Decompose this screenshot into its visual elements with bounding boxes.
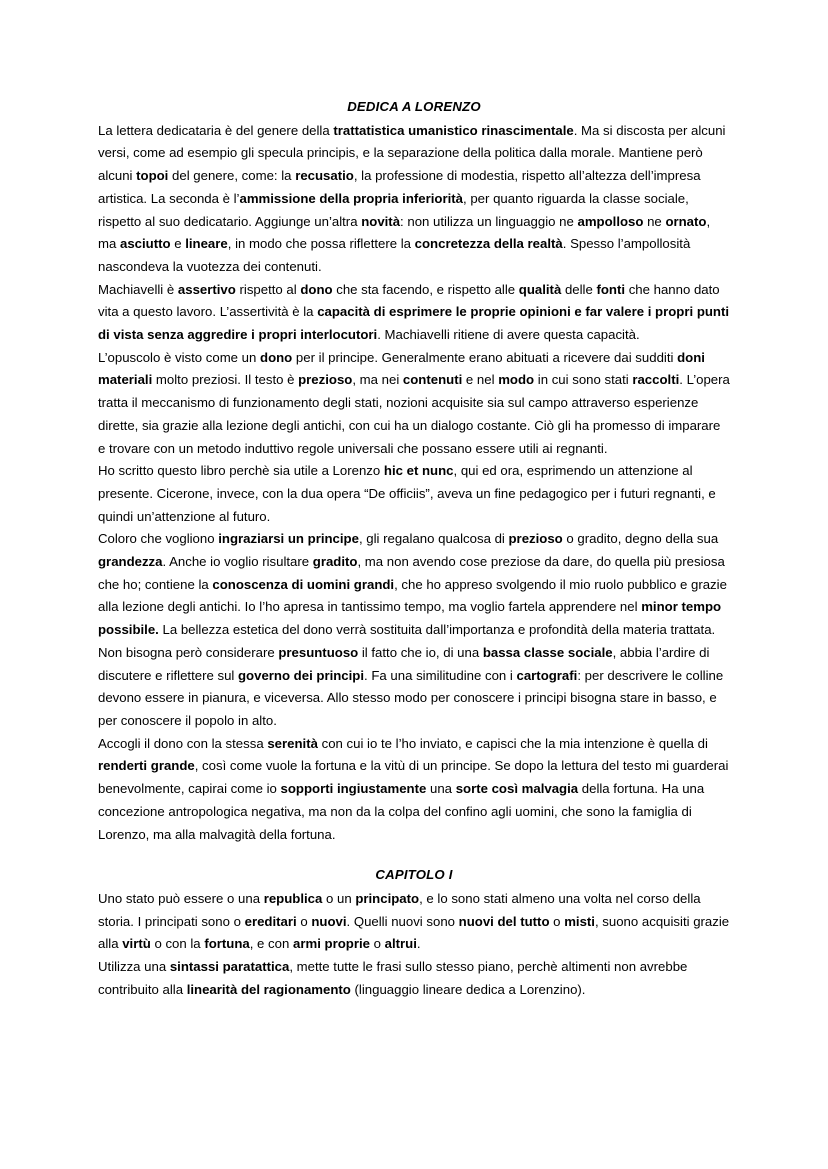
body-text: . Machiavelli ritiene di avere questa capacità.	[377, 327, 640, 343]
body-text: , che ho appreso svolgendo il mio ruolo pubblico e grazie alla lezione degli antichi. Io l’ho apresa in tantissimo tempo, ma voglio fartela apprendere nel	[98, 576, 727, 615]
body-text: , gli regalano qualcosa di	[358, 531, 509, 547]
paragraph	[98, 120, 730, 279]
body-text: rispetto al	[235, 281, 301, 297]
emphasis-text: misti	[564, 913, 595, 929]
body-text: che hanno dato vita a questo lavoro. L’assertività è la	[98, 281, 720, 320]
emphasis-text: lineare	[185, 236, 228, 252]
emphasis-text: capacità di esprimere le proprie opinioni e far valere i propri punti di vista senza aggredire i propri interlocutori	[98, 304, 730, 343]
body-text: : per descrivere le colline devono essere in pianura, e viceversa. Allo stesso modo per conoscere i principi bisogna stare in basso, e per conoscere il popolo in alto.	[98, 667, 724, 728]
emphasis-text: serenità	[267, 735, 318, 751]
body-text: o	[296, 913, 312, 929]
body-text: , ma non avendo cose preziose da dare, do quella più presiosa che ho; contiene la	[98, 554, 725, 592]
emphasis-text: sopporti ingiustamente	[280, 781, 427, 797]
emphasis-text: grandezza	[98, 554, 163, 570]
emphasis-text: governo dei principi	[238, 667, 365, 683]
body-text: o gradito, degno della sua	[562, 531, 719, 547]
emphasis-text: ammissione della propria inferiorità	[239, 190, 464, 206]
emphasis-text: asciutto	[119, 236, 171, 252]
emphasis-text: qualità	[518, 281, 562, 297]
body-text: delle	[561, 281, 597, 297]
emphasis-text: recusatio	[295, 168, 354, 184]
emphasis-text: concretezza della realtà	[414, 236, 563, 252]
emphasis-text: assertivo	[177, 281, 236, 297]
body-text: della fortuna. Ha una concezione antropologica negativa, ma non da la colpa del confino agli uomini, che sono la famiglia di Lorenzo, ma alla malvagità della fortuna.	[98, 781, 705, 842]
body-text: , così come vuole la fortuna e la vitù di un principe. Se dopo la lettura del testo mi guarderai benevolmente, capirai come io	[98, 758, 729, 797]
body-text: Utilizza una	[98, 959, 170, 975]
emphasis-text: doni materiali	[98, 349, 705, 388]
emphasis-text: nuovi	[311, 913, 347, 929]
body-text: L’opuscolo è visto come un	[98, 349, 261, 365]
paragraph	[98, 460, 730, 528]
emphasis-text: gradito	[312, 554, 358, 570]
emphasis-text: republica	[263, 890, 323, 906]
body-text: , qui ed ora, esprimendo un attenzione al presente. Cicerone, invece, con la dua opera “De officiis”, aveva un fine pedagogico per i futuri regnanti, e quindi un’attenzione al futuro.	[98, 463, 716, 524]
body-text: . Quelli nuovi sono	[346, 913, 459, 929]
emphasis-text: topoi	[136, 168, 169, 184]
emphasis-text: hic et nunc	[383, 463, 454, 479]
emphasis-text: presuntuoso	[278, 644, 359, 660]
emphasis-text: renderti grande	[98, 758, 195, 774]
body-text: o	[369, 936, 385, 952]
body-text: , e lo sono stati almeno una volta nel corso della storia. I principati sono o	[98, 890, 701, 929]
emphasis-text: trattatistica umanistico rinascimentale	[333, 122, 574, 138]
body-text: Machiavelli è	[98, 281, 178, 297]
body-text: , in modo che possa riflettere la	[227, 236, 415, 252]
emphasis-text: ampolloso	[577, 213, 644, 229]
body-text: . L’opera tratta il meccanismo di funzionamento degli stati, nozioni acquisite sia sul campo attraverso esperienze dirette, sia grazie alla lezione degli antichi, con cui ha un dialogo costante. Ciò gli ha promesso di imparare e trovare con un metodo induttivo regole universali che possano essere utili ai regnanti.	[98, 372, 730, 456]
body-text: La bellezza estetica del dono verrà sostituita dall’importanza e profondità della materia trattata.	[158, 622, 716, 638]
emphasis-text: ereditari	[244, 913, 297, 929]
emphasis-text: ingraziarsi un principe	[218, 531, 359, 547]
body-text: , ma nei	[352, 372, 403, 388]
body-text: , per quanto riguarda la classe sociale, rispetto al suo dedicatario. Aggiunge un’altra	[98, 190, 689, 229]
emphasis-text: armi proprie	[293, 936, 370, 952]
emphasis-text: prezioso	[508, 531, 563, 547]
body-text: e nel	[462, 372, 499, 388]
body-text: il fatto che io, di una	[358, 644, 483, 660]
body-text: Non bisogna però considerare	[98, 644, 279, 660]
emphasis-text: cartografi	[516, 667, 578, 683]
body-text: Accogli il dono con la stessa	[98, 735, 268, 751]
body-text: , e con	[249, 936, 293, 952]
paragraph	[98, 528, 730, 642]
emphasis-text: principato	[355, 890, 420, 906]
emphasis-text: bassa classe sociale	[482, 644, 613, 660]
paragraph	[98, 279, 730, 347]
paragraph	[98, 347, 730, 461]
emphasis-text: dono	[300, 281, 333, 297]
body-text: molto preziosi. Il testo è	[152, 372, 299, 388]
body-text: , suono acquisiti grazie alla	[98, 913, 730, 952]
paragraph	[98, 733, 730, 847]
paragraph	[98, 642, 730, 733]
body-text: per il principe. Generalmente erano abituati a ricevere dai sudditi	[292, 349, 678, 365]
body-text: o	[549, 913, 565, 929]
emphasis-text: sintassi paratattica	[169, 959, 290, 975]
body-text: Ho scritto questo libro perchè sia utile a Lorenzo	[98, 463, 384, 479]
body-text: . Spesso l’ampollosità nascondeva la vuotezza dei contenuti.	[98, 236, 691, 274]
body-text: una	[426, 781, 456, 797]
section-heading: CAPITOLO I	[375, 867, 453, 883]
body-text: o con la	[150, 936, 205, 952]
body-text: , la professione di modestia, rispetto all’altezza dell’impresa artistica. La seconda è l’	[98, 168, 701, 206]
body-text: , ma	[98, 213, 711, 252]
emphasis-text: dono	[260, 349, 293, 365]
emphasis-text: fonti	[596, 281, 626, 297]
body-text: Coloro che vogliono	[98, 531, 219, 547]
document-body	[98, 96, 730, 1001]
emphasis-text: sorte così malvagia	[455, 781, 579, 797]
emphasis-text: raccolti	[632, 372, 680, 388]
emphasis-text: contenuti	[402, 372, 463, 388]
emphasis-text: minor tempo possibile.	[98, 599, 722, 638]
emphasis-text: conoscenza di uomini grandi	[212, 576, 395, 592]
paragraph	[98, 888, 730, 956]
body-text: o un	[322, 890, 356, 906]
emphasis-text: prezioso	[298, 372, 353, 388]
body-text: Uno stato può essere o una	[98, 890, 264, 906]
body-text: che sta facendo, e rispetto alle	[332, 281, 519, 297]
body-text: , mette tutte le frasi sullo stesso piano, perchè altimenti non avrebbe contribuito alla	[98, 959, 688, 997]
emphasis-text: fortuna	[204, 936, 250, 952]
emphasis-text: linearità del ragionamento	[186, 981, 351, 997]
body-text: con cui io te l’ho inviato, e capisci che la mia intenzione è quella di	[317, 735, 708, 751]
body-text: . Anche io voglio risultare	[162, 554, 313, 570]
paragraph	[98, 956, 730, 1001]
body-text: , abbia l’ardire di discutere e riflettere sul	[98, 644, 710, 683]
emphasis-text: novità	[361, 213, 401, 229]
body-text: . Fa una similitudine con i	[364, 667, 517, 683]
body-text: (linguaggio lineare dedica a Lorenzino).	[350, 981, 586, 997]
body-text: e	[170, 236, 186, 252]
body-text: in cui sono stati	[534, 372, 633, 388]
body-text: del genere, come: la	[168, 168, 296, 184]
body-text: : non utilizza un linguaggio ne	[400, 213, 578, 229]
emphasis-text: modo	[498, 372, 535, 388]
emphasis-text: virtù	[122, 936, 151, 952]
body-text: .	[416, 936, 421, 952]
emphasis-text: altrui	[384, 936, 417, 952]
body-text: . Ma si discosta per alcuni versi, come ad esempio gli specula principis, e la separazione della politica dalla morale. Mantiene però alcuni	[98, 122, 726, 184]
section-heading: DEDICA A LORENZO	[347, 99, 481, 114]
body-text: La lettera dedicataria è del genere della	[98, 122, 334, 138]
emphasis-text: ornato	[665, 213, 707, 229]
emphasis-text: nuovi del tutto	[458, 913, 550, 929]
body-text: ne	[643, 213, 666, 229]
